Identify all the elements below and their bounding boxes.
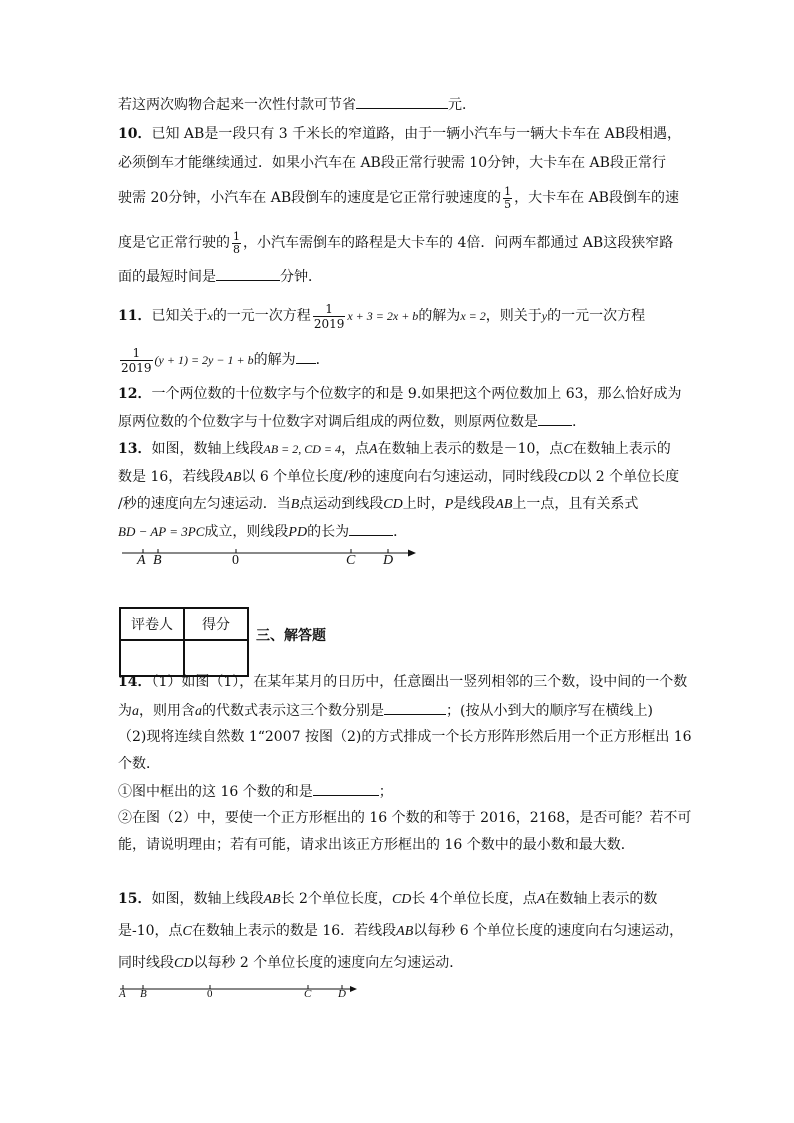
score-table xyxy=(119,607,249,677)
q15-line3: 同时线段CD以每秒 2 个单位长度的速度向左匀速运动． xyxy=(118,955,464,971)
fraction-one-fifth: $\frac{1}{5}$ xyxy=(504,184,512,211)
axis-label-D: D xyxy=(338,988,346,1000)
score-cell[interactable] xyxy=(184,640,248,676)
answer-blank[interactable] xyxy=(356,94,448,109)
q11-line1: 11．已知关于x的一元一次方程 $\frac{1}{2019}$ x + 3 = 2x + b的解为x = 2，则关于y的一元一次方程 xyxy=(118,301,646,331)
axis-label-D: D xyxy=(383,553,394,568)
q9-tail: 若这两次购物合起来一次性付款可节省 元． xyxy=(118,94,476,115)
answer-blank[interactable] xyxy=(349,521,393,536)
axis-label-C: C xyxy=(346,553,356,568)
grader-cell[interactable] xyxy=(120,640,184,676)
answer-blank[interactable] xyxy=(313,781,379,796)
q14-line5: ①图中框出的这 16 个数的和是 ； xyxy=(118,781,393,802)
q13-line2: 数是 16，若线段AB以 6 个单位长度/秒的速度向右匀速运动，同时线段CD以 2 个单位长度 xyxy=(118,469,680,485)
q14-line1: 14．（1）如图（1），在某年某月的日历中，任意圈出一竖列相邻的三个数，设中间的一个数 xyxy=(118,674,688,690)
axis-label-C: C xyxy=(304,988,312,1000)
q14-line6: ②在图（2）中，要使一个正方形框出的 16 个数的和等于 2016，2168，是否可能？若不可 xyxy=(118,810,692,826)
axis-label-B: B xyxy=(140,988,147,1000)
answer-blank[interactable] xyxy=(384,700,446,715)
fraction-one-eighth: $\frac{1}{8}$ xyxy=(233,229,240,256)
q11-line2: $\frac{1}{2019}$ (y + 1) = 2y − 1 + b的解为 ． xyxy=(121,345,330,375)
answer-blank[interactable] xyxy=(296,349,316,364)
q13-line1: 13．如图，数轴上线段AB = 2, CD = 4，点A在数轴上表示的数是－10，点C在数轴上表示的 xyxy=(118,441,671,457)
q10-line2: 必须倒车才能继续通过．如果小汽车在 AB段正常行驶需 10分钟，大卡车在 AB段正常行 xyxy=(118,155,666,171)
axis-label-0: 0 xyxy=(207,988,213,1000)
axis-label-A: A xyxy=(137,553,146,568)
answer-blank[interactable] xyxy=(538,411,572,426)
fraction-1-over-2019: $\frac{1}{2019}$ xyxy=(313,301,345,331)
q13-number-line xyxy=(118,543,428,573)
axis-arrow xyxy=(408,550,416,557)
answer-blank[interactable] xyxy=(216,266,280,281)
q10-line1: 10．已知 AB是一段只有 3 千米长的窄道路，由于一辆小汽车与一辆大卡车在 AB段相遇， xyxy=(118,126,681,142)
q14-line3: （2)现将连续自然数 1“2007 按图（2)的方式排成一个长方形阵形然后用一个正方形框出 16 xyxy=(118,729,692,745)
fraction-1-over-2019: $\frac{1}{2019}$ xyxy=(121,345,152,375)
score-table-header-grader: 评卷人 xyxy=(120,608,184,640)
score-table-header-score: 得分 xyxy=(184,608,248,640)
axis-label-A: A xyxy=(119,988,126,1000)
section-title: 三、解答题 xyxy=(256,628,326,644)
q13-line3: /秒的速度向左匀速运动．当B点运动到线段CD上时，P是线段AB上一点，且有关系式 xyxy=(118,496,639,512)
q10-line4: 度是它正常行驶的 $\frac{1}{8}$ ，小汽车需倒车的路程是大卡车的 4倍．问两车都通过 AB这段狭窄路 xyxy=(118,229,674,256)
q12-line2: 原两位数的个位数字与十位数字对调后组成的两位数，则原两位数是 . xyxy=(118,411,576,432)
axis-label-B: B xyxy=(153,553,162,568)
q14-line4: 个数． xyxy=(118,756,160,772)
q15-line1: 15．如图，数轴上线段AB长 2个单位长度，CD长 4个单位长度，点A在数轴上表示的数 xyxy=(118,891,658,907)
axis-label-0: 0 xyxy=(232,553,239,568)
q14-line7: 能，请说明理由；若有可能，请求出该正方形框出的 16 个数中的最小数和最大数． xyxy=(118,837,635,853)
q10-line3: 驶需 20分钟，小汽车在 AB段倒车的速度是它正常行驶速度的 $\frac{1}{5}$ ，大卡车在 AB段倒车的速 xyxy=(118,184,679,211)
q15-line2: 是-10，点C在数轴上表示的数是 16．若线段AB以每秒 6 个单位长度的速度向右匀速运动， xyxy=(118,923,684,939)
q10-line5: 面的最短时间是 分钟． xyxy=(118,266,322,287)
q15-number-line xyxy=(118,981,368,1003)
q14-line2: 为a，则用含a的代数式表示这三个数分别是 ；(按从小到大的顺序写在横线上) xyxy=(118,700,653,722)
q12-line1: 12．一个两位数的十位数字与个位数字的和是 9.如果把这个两位数加上 63，那么恰好成为 xyxy=(118,386,682,402)
axis-arrow xyxy=(350,986,357,992)
q13-line4: BD − AP = 3PC成立，则线段PD的长为 ． xyxy=(118,521,407,543)
